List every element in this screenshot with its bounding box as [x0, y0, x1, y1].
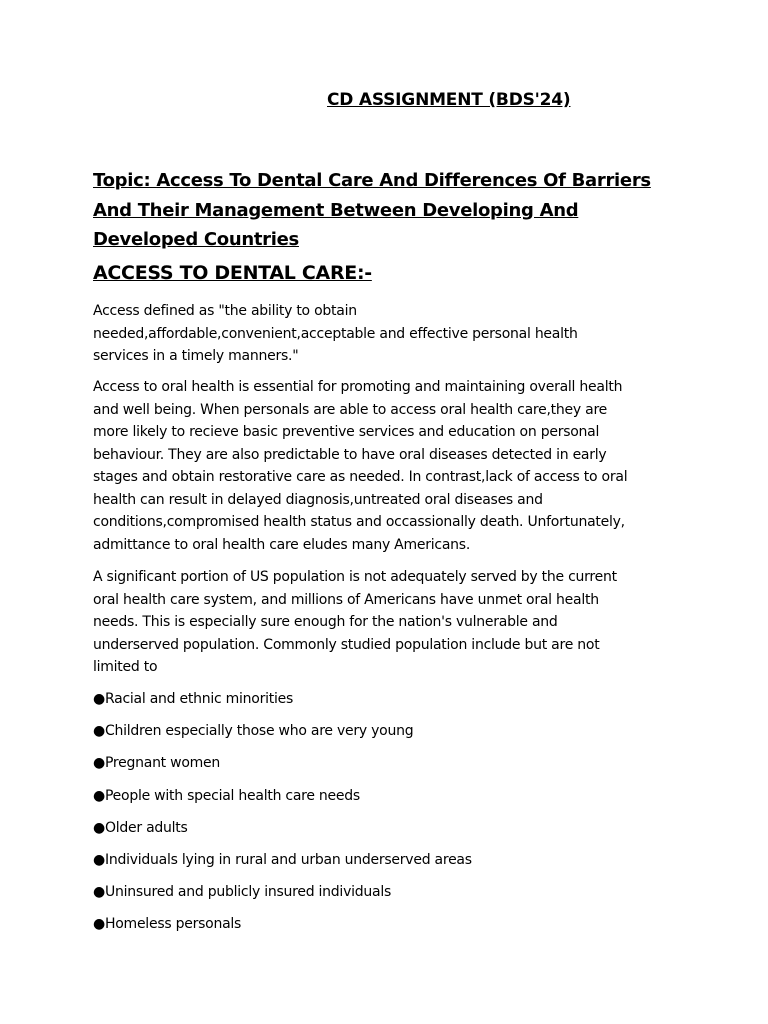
paragraph-line: stages and obtain restorative care as needed. In contrast,lack of access to oral — [93, 469, 628, 485]
paragraph-line: services in a timely manners." — [93, 348, 299, 364]
paragraph-line: oral health care system, and millions of Americans have unmet oral health — [93, 591, 599, 608]
list-item: ●People with special health care needs — [93, 787, 360, 804]
paragraph-line: needed,affordable,convenient,acceptable and effective personal health — [93, 325, 578, 342]
paragraph-line: Access defined as "the ability to obtain — [93, 303, 357, 319]
list-item: ●Children especially those who are very young — [93, 723, 414, 740]
list-item: ●Racial and ethnic minorities — [93, 691, 294, 707]
paragraph-oral-health-access — [93, 376, 683, 556]
paragraph-line: admittance to oral health care eludes many Americans. — [93, 536, 471, 553]
list-item: ●Older adults — [93, 819, 188, 836]
paragraph-line: and well being. When personals are able to access oral health care,they are — [93, 401, 608, 418]
topic-line: Developed Countries — [93, 229, 299, 250]
paragraph-line: Access to oral health is essential for promoting and maintaining overall health — [93, 379, 623, 395]
list-item: ●Individuals lying in rural and urban underserved areas — [93, 851, 472, 868]
topic-heading — [93, 166, 693, 255]
paragraph-line: more likely to recieve basic preventive services and education on personal — [93, 424, 600, 440]
list-item: ●Homeless personals — [93, 916, 242, 933]
assignment-title: CD ASSIGNMENT (BDS'24) — [327, 90, 571, 110]
list-item: ●Uninsured and publicly insured individuals — [93, 884, 392, 901]
paragraph-line: behaviour. They are also predictable to have oral diseases detected in early — [93, 446, 607, 463]
topic-line: And Their Management Between Developing And — [93, 199, 579, 221]
paragraph-us-population — [93, 566, 683, 679]
paragraph-line: underserved population. Commonly studied population include but are not — [93, 636, 600, 653]
population-bullet-list — [93, 688, 472, 946]
paragraph-line: conditions,compromised health status and occassionally death. Unfortunately, — [93, 514, 625, 530]
paragraph-line: needs. This is especially sure enough for the nation's vulnerable and — [93, 614, 558, 630]
section-heading: ACCESS TO DENTAL CARE:- — [93, 262, 372, 284]
paragraph-line: health can result in delayed diagnosis,untreated oral diseases and — [93, 491, 543, 508]
paragraph-access-definition — [93, 300, 683, 368]
topic-line: Topic: Access To Dental Care And Differences Of Barriers — [93, 170, 651, 191]
list-item: ●Pregnant women — [93, 755, 221, 772]
paragraph-line: A significant portion of US population is not adequately served by the current — [93, 569, 617, 585]
paragraph-line: limited to — [93, 659, 158, 675]
